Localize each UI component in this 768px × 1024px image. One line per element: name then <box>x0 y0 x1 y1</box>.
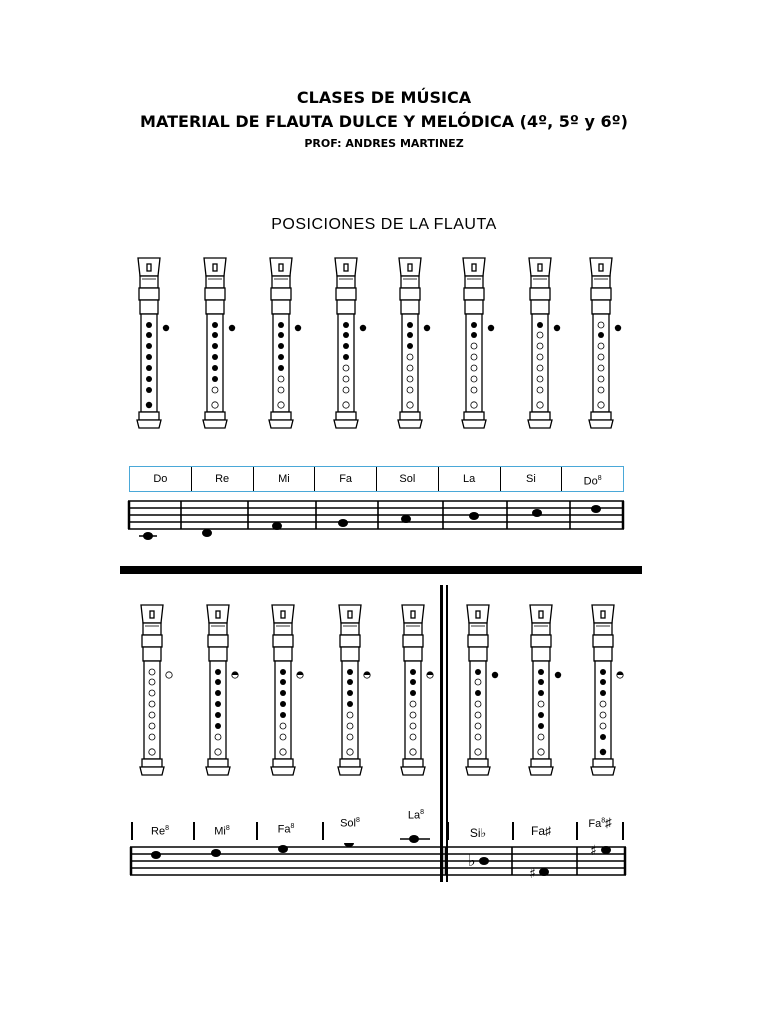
note-head <box>272 522 282 530</box>
recorder-icon <box>131 602 175 782</box>
note-head <box>278 845 288 853</box>
note-label: Sol <box>377 467 439 491</box>
recorder-icon <box>453 255 497 435</box>
note-head <box>338 519 348 527</box>
label-tick <box>447 822 449 840</box>
label-tick <box>193 822 195 840</box>
section-divider <box>120 566 642 574</box>
note-label: Mi <box>254 467 316 491</box>
row2-staff <box>128 843 628 888</box>
note-label: La <box>439 467 501 491</box>
ledger-note <box>398 832 432 846</box>
recorder-icon <box>580 255 624 435</box>
recorder-icon <box>325 255 369 435</box>
note-label: Mi$^8$ <box>214 825 230 838</box>
row1-note-labels <box>129 466 624 492</box>
recorder-icon <box>262 602 306 782</box>
recorder-icon <box>389 255 433 435</box>
section-title: POSICIONES DE LA FLAUTA <box>271 216 497 233</box>
header-title: CLASES DE MÚSICA <box>296 88 472 107</box>
label-tick <box>131 822 133 840</box>
note-head <box>151 851 161 859</box>
flat-sign: ♭ <box>468 851 476 870</box>
sharp-sign: ♯ <box>590 843 597 859</box>
recorder-icon <box>329 602 373 782</box>
header-teacher: PROF: ANDRES MARTINEZ <box>304 137 464 150</box>
recorder-icon <box>519 255 563 435</box>
note-head <box>539 868 549 876</box>
note-label: Si♭ <box>469 826 487 840</box>
recorder-icon <box>197 602 241 782</box>
label-tick <box>322 822 324 840</box>
recorder-icon <box>582 602 626 782</box>
recorder-icon <box>194 255 238 435</box>
label-tick <box>512 822 514 840</box>
note-head <box>479 857 489 865</box>
note-label: Do$^8$ <box>583 475 602 488</box>
note-head <box>601 846 611 854</box>
row1-staff <box>126 497 626 547</box>
sharp-sign: ♯ <box>529 866 536 882</box>
note-head <box>202 529 212 537</box>
note-label: Re <box>192 467 254 491</box>
note-label: Si <box>501 467 563 491</box>
header-subtitle: MATERIAL DE FLAUTA DULCE Y MELÓDICA (4º, 5º y 6º) <box>140 112 628 131</box>
note-label: Sol$^8$ <box>340 817 360 830</box>
note-label: Do <box>130 467 192 491</box>
note-head <box>469 512 479 520</box>
vertical-divider <box>440 585 443 882</box>
note-label: Fa$^8$♯ <box>588 815 612 830</box>
note-label: Fa♯ <box>530 824 551 838</box>
note-head <box>591 505 601 513</box>
note-head <box>401 515 411 523</box>
note-label: Fa <box>315 467 377 491</box>
note-label: Fa$^8$ <box>277 823 295 836</box>
note-label: Re$^8$ <box>151 825 169 838</box>
recorder-icon <box>260 255 304 435</box>
note-head <box>211 849 221 857</box>
label-tick <box>256 822 258 840</box>
document-header <box>0 86 768 153</box>
recorder-icon <box>128 255 172 435</box>
recorder-icon <box>457 602 501 782</box>
label-tick <box>622 822 624 840</box>
note-head <box>532 509 542 517</box>
recorder-icon <box>392 602 436 782</box>
recorder-icon <box>520 602 564 782</box>
note-label: La$^8$ <box>407 809 425 822</box>
